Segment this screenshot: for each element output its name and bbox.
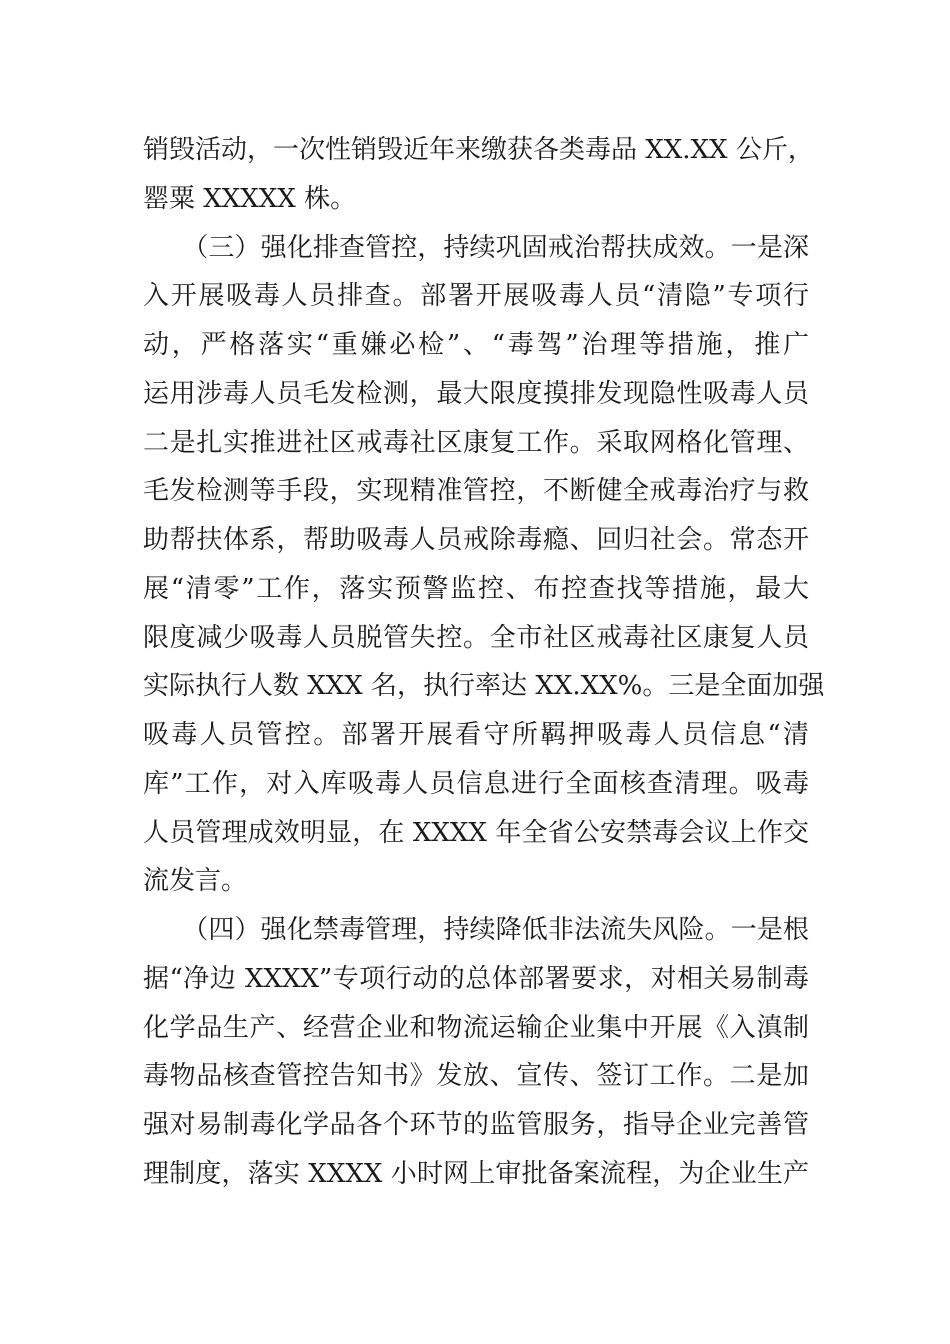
body-text xyxy=(143,126,825,1199)
text-line: 据“净边 XXXX”专项行动的总体部署要求，对相关易制毒 xyxy=(143,963,809,994)
text-line: 入开展吸毒人员排查。部署开展吸毒人员“清隐”专项行 xyxy=(143,281,809,312)
text-line: 化学品生产、经营企业和物流运输企业集中开展《入滇制 xyxy=(143,1012,809,1043)
text-line: 运用涉毒人员毛发检测，最大限度摸排发现隐性吸毒人员 xyxy=(143,378,809,409)
text-line: （四）强化禁毒管理，持续降低非法流失风险。一是根 xyxy=(143,915,809,945)
text-line: 强对易制毒化学品各个环节的监管服务，指导企业完善管 xyxy=(143,1110,809,1140)
text-line: （三）强化排查管控，持续巩固戒治帮扶成效。一是深 xyxy=(143,232,809,263)
text-line: 销毁活动，一次性销毁近年来缴获各类毒品 XX.XX 公斤， xyxy=(143,135,814,165)
text-line: 助帮扶体系，帮助吸毒人员戒除毒瘾、回归社会。常态开 xyxy=(143,525,809,555)
text-line: 流发言。 xyxy=(143,866,248,897)
text-line: 限度减少吸毒人员脱管失控。全市社区戒毒社区康复人员 xyxy=(143,622,809,653)
text-line: 理制度，落实 XXXX 小时网上审批备案流程，为企业生产 xyxy=(143,1158,809,1189)
text-line: 毛发检测等手段，实现精准管控，不断健全戒毒治疗与救 xyxy=(143,476,809,507)
text-line: 展“清零”工作，落实预警监控、布控查找等措施，最大 xyxy=(143,573,809,604)
text-line: 库”工作，对入库吸毒人员信息进行全面核查清理。吸毒 xyxy=(143,768,809,799)
text-line: 二是扎实推进社区戒毒社区康复工作。采取网格化管理、 xyxy=(143,427,809,458)
text-line: 罂粟 XXXXX 株。 xyxy=(143,183,357,214)
text-line: 毒物品核查管控告知书》发放、宣传、签订工作。二是加 xyxy=(143,1061,809,1092)
text-line: 动，严格落实“重嫌必检”、“毒驾”治理等措施，推广 xyxy=(143,330,809,360)
text-line: 吸毒人员管控。部署开展看守所羁押吸毒人员信息“清 xyxy=(143,720,809,750)
text-line: 实际执行人数 XXX 名，执行率达 XX.XX%。三是全面加强 xyxy=(143,671,825,702)
text-line: 人员管理成效明显，在 XXXX 年全省公安禁毒会议上作交 xyxy=(143,817,809,848)
